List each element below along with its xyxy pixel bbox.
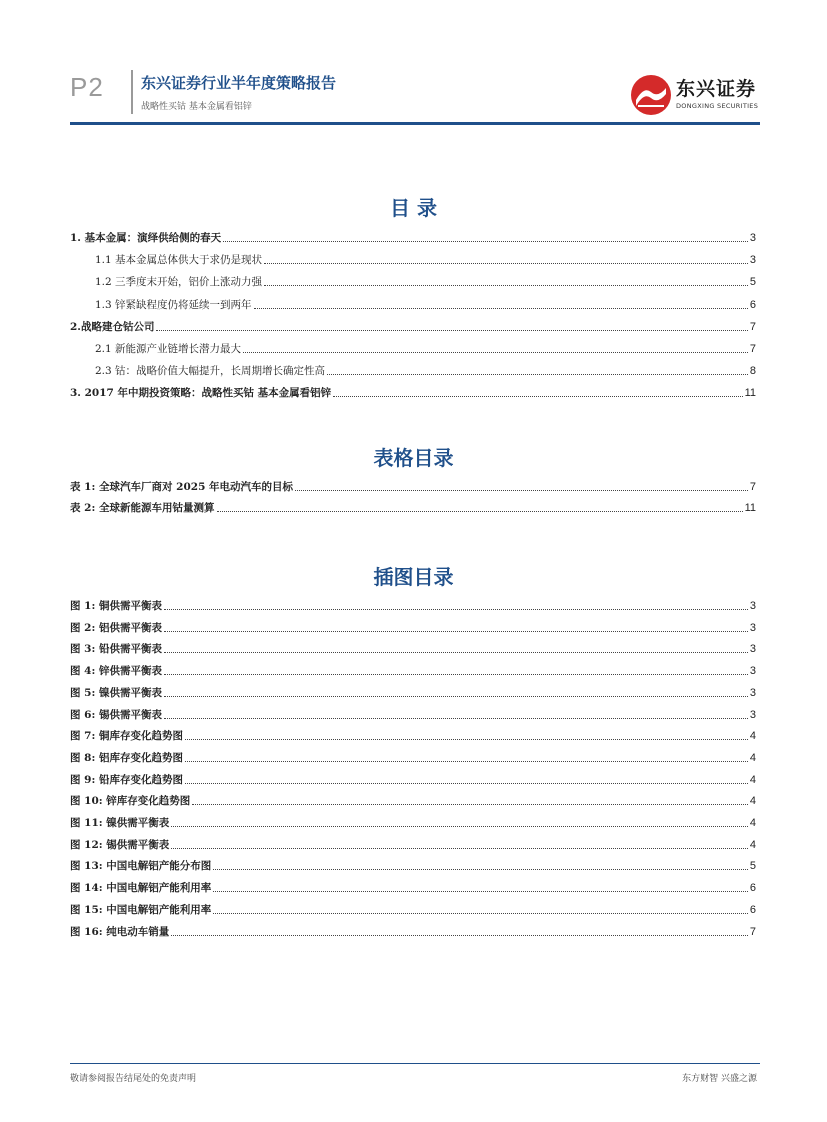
toc-leader-dots [171, 848, 748, 849]
toc-entry[interactable] [70, 836, 756, 852]
toc-leader-dots [333, 396, 742, 397]
toc-entry[interactable] [70, 923, 756, 939]
toc-entry-page: 8 [749, 365, 756, 378]
toc-entry-page: 11 [744, 502, 756, 514]
toc-leader-dots [156, 330, 747, 331]
toc-entry[interactable] [70, 384, 756, 400]
toc-leader-dots [164, 718, 748, 719]
toc-leader-dots [217, 511, 743, 512]
toc-entry-label: 2.战略建仓钴公司 [70, 320, 155, 333]
toc-entry[interactable] [70, 857, 756, 873]
toc-entry[interactable] [95, 296, 756, 312]
toc-entry[interactable] [95, 362, 756, 378]
logo-text-cn: 东兴证券 [676, 78, 757, 100]
toc-entry-label: 图 2: 铝供需平衡表 [70, 621, 162, 634]
toc-leader-dots [185, 783, 748, 784]
toc-entry-label: 图 6: 锡供需平衡表 [70, 708, 162, 721]
toc-entry-page: 4 [749, 838, 756, 851]
toc-entry-label: 2.1 新能源产业链增长潜力最大 [95, 343, 242, 355]
toc-entry-label: 图 8: 铝库存变化趋势图 [70, 751, 183, 764]
toc-entry-page: 5 [749, 860, 756, 873]
toc-entry[interactable] [70, 684, 756, 700]
toc-entry-page: 4 [749, 795, 756, 808]
toc-entry-page: 3 [749, 621, 756, 634]
toc-entry-page: 4 [749, 817, 756, 829]
toc-entry[interactable] [70, 662, 756, 678]
toc-entry-label: 图 16: 纯电动车销量 [70, 925, 170, 938]
toc-entry-page: 7 [749, 343, 756, 355]
toc-entry[interactable] [70, 619, 756, 635]
toc-entry-label: 图 13: 中国电解铝产能分布图 [70, 860, 212, 873]
toc-entry-label: 图 11: 镍供需平衡表 [70, 817, 170, 829]
toc-entry-label: 图 3: 铅供需平衡表 [70, 643, 162, 656]
toc-leader-dots [223, 241, 748, 242]
report-subtitle: 战略性买钴 基本金属看铝锌 [141, 102, 252, 112]
toc-entry-page: 3 [749, 665, 756, 678]
toc-title: 目 录 [390, 196, 437, 220]
toc-entry-page: 3 [749, 643, 756, 656]
toc-entry-label: 图 7: 铜库存变化趋势图 [70, 730, 183, 743]
toc-entry-page: 4 [749, 751, 756, 764]
toc-entry[interactable] [70, 229, 756, 245]
toc-entry-page: 7 [749, 925, 756, 938]
toc-leader-dots [192, 804, 748, 805]
toc-entry-page: 3 [749, 254, 756, 267]
page-number: P2 [70, 72, 104, 102]
toc-leader-dots [254, 308, 748, 309]
header-rule [70, 122, 760, 125]
toc-leader-dots [295, 490, 748, 491]
toc-entry-page: 3 [749, 232, 756, 244]
header-divider [131, 70, 133, 114]
toc-entry-label: 图 12: 锡供需平衡表 [70, 838, 170, 851]
toc-entry-label: 1.1 基本金属总体供大于求仍是现状 [95, 254, 263, 267]
toc-entry[interactable] [95, 273, 756, 289]
toc-leader-dots [164, 652, 748, 653]
toc-entry-label: 图 4: 锌供需平衡表 [70, 665, 162, 678]
toc-entry-page: 6 [749, 903, 756, 916]
toc-entry-label: 1. 基本金属：演绎供给侧的春天 [70, 232, 222, 244]
toc-entry-page: 3 [749, 600, 756, 612]
toc-leader-dots [243, 352, 748, 353]
toc-entry-page: 6 [749, 298, 756, 311]
toc-entry-label: 图 1: 铜供需平衡表 [70, 600, 162, 612]
logo-text-en: DONGXING SECURITIES [676, 102, 759, 110]
logo-emblem-icon [630, 74, 672, 116]
toc-entry-label: 1.3 锌紧缺程度仍将延续一到两年 [95, 298, 252, 311]
toc-leader-dots [171, 935, 748, 936]
toc-entry-page: 6 [749, 882, 756, 895]
toc-entry-label: 2.3 钴：战略价值大幅提升，长周期增长确定性高 [95, 365, 326, 378]
toc-leader-dots [327, 374, 748, 375]
toc-entry[interactable] [70, 597, 756, 613]
toc-entry[interactable] [70, 901, 756, 917]
footer-rule [70, 1063, 760, 1064]
toc-entry[interactable] [70, 706, 756, 722]
toc-entry[interactable] [70, 814, 756, 830]
toc-leader-dots [164, 609, 748, 610]
toc-entry-label: 1.2 三季度末开始，铝价上涨动力强 [95, 276, 263, 289]
toc-leader-dots [164, 696, 748, 697]
toc-entry-label: 表 1: 全球汽车厂商对 2025 年电动汽车的目标 [70, 481, 294, 493]
toc-entry-page: 7 [749, 481, 756, 493]
toc-leader-dots [264, 263, 748, 264]
tables-toc-title: 表格目录 [373, 446, 454, 470]
toc-entry[interactable] [95, 340, 756, 356]
toc-leader-dots [213, 869, 748, 870]
page-header [0, 0, 827, 130]
toc-leader-dots [213, 891, 748, 892]
footer-slogan: 东方财智 兴盛之源 [682, 1074, 757, 1084]
toc-leader-dots [264, 285, 748, 286]
toc-entry[interactable] [70, 499, 756, 515]
toc-entry[interactable] [95, 251, 756, 267]
toc-leader-dots [171, 826, 748, 827]
toc-leader-dots [185, 761, 748, 762]
toc-entry[interactable] [70, 318, 756, 334]
toc-entry-page: 5 [749, 276, 756, 289]
toc-entry-page: 3 [749, 708, 756, 721]
toc-entry[interactable] [70, 792, 756, 808]
footer-disclaimer: 敬请参阅报告结尾处的免责声明 [70, 1074, 197, 1084]
toc-entry-label: 图 14: 中国电解铝产能利用率 [70, 882, 212, 895]
company-logo [630, 72, 762, 118]
toc-entry-page: 3 [749, 686, 756, 699]
toc-entry-page: 11 [744, 387, 756, 400]
toc-leader-dots [164, 674, 748, 675]
toc-entry-label: 表 2: 全球新能源车用钴量测算 [70, 502, 215, 514]
toc-entry[interactable] [70, 640, 756, 656]
toc-entry-page: 7 [749, 320, 756, 333]
toc-entry-label: 3. 2017 年中期投资策略：战略性买钴 基本金属看铝锌 [70, 387, 332, 400]
toc-entry-label: 图 15: 中国电解铝产能利用率 [70, 903, 212, 916]
toc-leader-dots [213, 913, 748, 914]
toc-entry[interactable] [70, 749, 756, 765]
toc-leader-dots [185, 739, 748, 740]
toc-entry-page: 4 [749, 730, 756, 743]
toc-entry[interactable] [70, 727, 756, 743]
report-title: 东兴证券行业半年度策略报告 [141, 74, 337, 92]
toc-entry-label: 图 9: 铅库存变化趋势图 [70, 773, 183, 786]
toc-entry[interactable] [70, 879, 756, 895]
toc-leader-dots [164, 631, 748, 632]
toc-entry[interactable] [70, 478, 756, 494]
toc-entry-page: 4 [749, 773, 756, 786]
toc-entry-label: 图 5: 镍供需平衡表 [70, 686, 162, 699]
toc-entry-label: 图 10: 锌库存变化趋势图 [70, 795, 191, 808]
toc-entry[interactable] [70, 771, 756, 787]
figures-toc-title: 插图目录 [373, 565, 454, 589]
